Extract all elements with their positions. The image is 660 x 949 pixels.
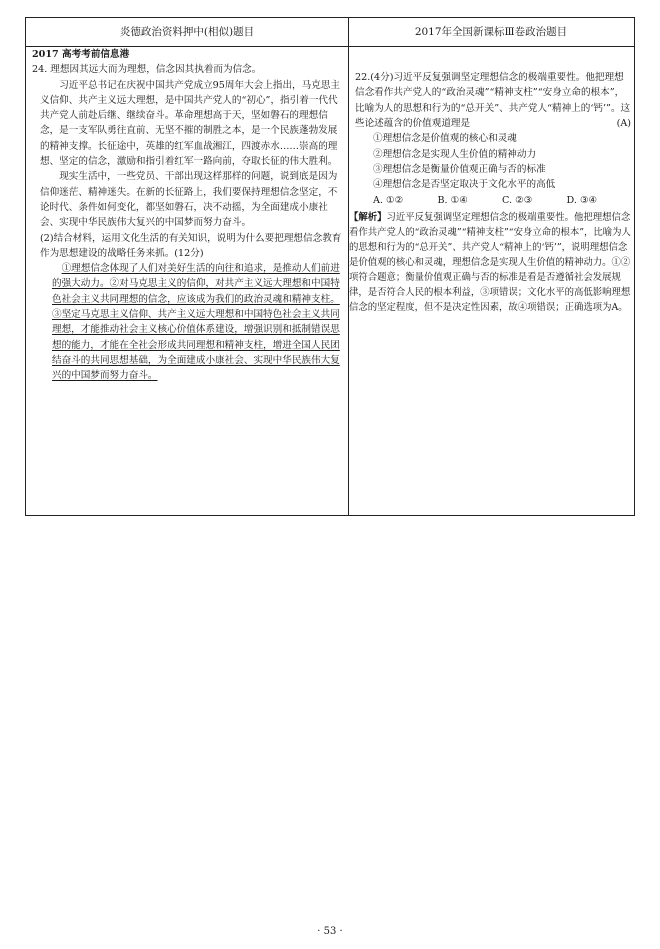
- analysis: [349, 210, 631, 315]
- sub-question-2: (2)结合材料，运用文化生活的有关知识，说明为什么要把理想信念教育作为思想建设的战略任务来抓。(12分): [40, 232, 342, 259]
- page-number: · 53 ·: [317, 926, 343, 937]
- analysis-tag: 【解析】: [349, 211, 387, 223]
- analysis-text: 习近平反复强调坚定理想信念的极端重要性。他把理想信念看作共产党人的“政治灵魂”“精神支柱”“安身立命的根本”，比喻为人的思想和行为的“总开关”、共产党人“精神上的‘钙’”，说明理想信念是价值观的核心和灵魂，理想信念是实现人生价值的精神动力。①②项符合题意；衡量价值观正确与否的标准是看是否遵循社会发展规律，是否符合人民的根本利益，③项错误；文化水平的高低影响理想信念的坚定程度，但不是决定性因素，故④项错误；正确选项为A。: [349, 211, 631, 313]
- left-column: [32, 51, 342, 384]
- material-paragraph-2: 现实生活中，一些党员、干部出现这样那样的问题，说到底是因为信仰迷茫、精神迷失。在新的长征路上，我们要保持理想信念坚定，不论时代、条件如何变化，都坚如磐石，决不动摇，为全面建成小康社会、实现中华民族伟大复兴的中国梦而努力奋斗。: [40, 171, 338, 229]
- question-24-title: 24. 理想因其远大而为理想，信念因其执着而为信念。: [32, 64, 262, 76]
- option-4: ④理想信念是否坚定取决于文化水平的高低: [373, 179, 556, 191]
- choice-a: A. ①②: [373, 194, 404, 206]
- section-label: 2017 高考考前信息港: [32, 49, 130, 60]
- right-column: [349, 70, 631, 315]
- answer-text: ①理想信念体现了人们对美好生活的向往和追求，是推动人们前进的强大动力。②对马克思主义的信仰，对共产主义远大理想和中国特色社会主义共同理想的信念，应该成为我们的政治灵魂和精神支柱。③坚定马克思主义信仰、共产主义远大理想和中国特色社会主义共同理想，才能推动社会主义核心价值体系建设，增强识别和抵制错误思想的能力，才能在全社会形成共同理想和精神支柱，增进全国人民团结奋斗的共同思想基础，为全面建成小康社会、实现中华民族伟大复兴的中国梦而努力奋斗。: [52, 263, 340, 382]
- choice-row: [355, 193, 631, 208]
- comparison-table: [25, 17, 635, 516]
- option-2: ②理想信念是实现人生价值的精神动力: [373, 148, 537, 160]
- choice-d: D. ③④: [566, 194, 598, 206]
- material-paragraph-1: 习近平总书记在庆祝中国共产党成立95周年大会上指出，马克思主义信仰、共产主义远大理想，是中国共产党人的“初心”，指引着一代代共产党人前赴后继、继续奋斗。革命理想高于天，坚如磐石的理想信念，是一支军队勇往直前、无坚不摧的制胜之本，是一个民族蓬勃发展的精神支撑。长征途中，英雄的红军血战湘江，四渡赤水……崇高的理想、坚定的信念，激励和指引着红军一路向前，夺取长征的伟大胜利。: [40, 79, 341, 168]
- option-3: ③理想信念是衡量价值观正确与否的标准: [373, 164, 546, 176]
- option-1: ①理想信念是价值观的核心和灵魂: [373, 133, 517, 145]
- choice-c: C. ②③: [502, 194, 533, 206]
- left-column-title: 炎德政治资料押中(相似)题目: [119, 26, 255, 38]
- answer-letter: (A): [616, 118, 631, 130]
- table-header: [26, 18, 634, 47]
- right-column-title: 2017年全国新课标Ⅲ卷政治题目: [414, 26, 568, 38]
- choice-b: B. ①④: [437, 194, 468, 206]
- question-22-stem: 22.(4分)习近平反复强调坚定理想信念的极端重要性。他把理想信念看作共产党人的“政治灵魂”“精神支柱”“安身立命的根本”，比喻为人的思想和行为的“总开关”、共产党人“精神上的‘钙’”。这些论述蕴含的价值观道理是: [355, 72, 631, 129]
